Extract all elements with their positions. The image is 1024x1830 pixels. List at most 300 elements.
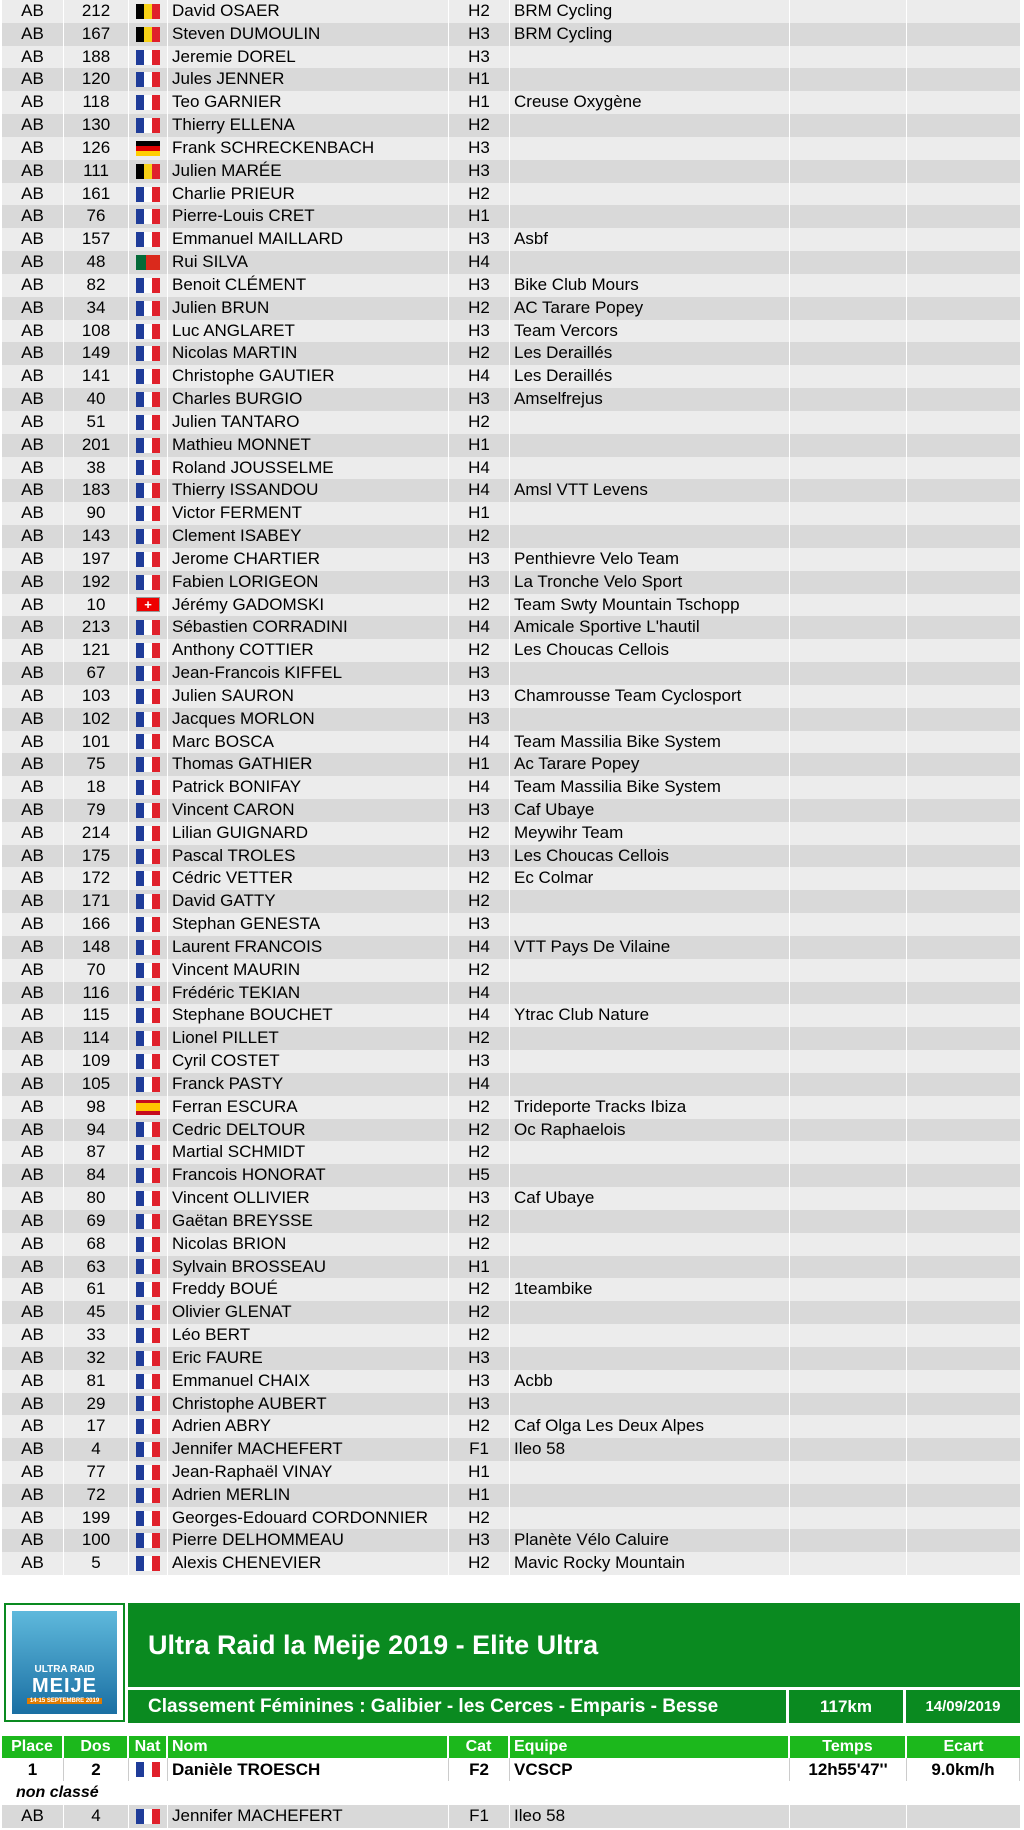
cell-nat <box>129 251 168 274</box>
flag-fr-icon <box>136 871 160 886</box>
table-row <box>2 867 1020 890</box>
col-name: Nom <box>168 1736 449 1758</box>
cell-place: AB <box>2 662 64 685</box>
cell-ecart <box>907 228 1020 251</box>
table-row <box>2 731 1020 754</box>
cell-ecart <box>907 1324 1020 1347</box>
cell-ecart <box>907 548 1020 571</box>
cell-nat <box>129 1119 168 1142</box>
table-row <box>2 1141 1020 1164</box>
flag-fr-icon <box>136 917 160 932</box>
cell-cat: H2 <box>449 114 510 137</box>
winner-dos: 2 <box>64 1758 129 1781</box>
cell-temps <box>790 274 907 297</box>
cell-cat: H2 <box>449 1119 510 1142</box>
table-row <box>2 251 1020 274</box>
cell-cat: H4 <box>449 1004 510 1027</box>
cell-name: Lilian GUIGNARD <box>168 822 449 845</box>
cell-nat <box>129 1393 168 1416</box>
cell-temps <box>790 1805 907 1828</box>
cell-cat: F1 <box>449 1805 510 1828</box>
cell-name: Freddy BOUÉ <box>168 1278 449 1301</box>
cell-cat: H1 <box>449 91 510 114</box>
cell-team: Caf Olga Les Deux Alpes <box>510 1415 790 1438</box>
flag-fr-icon <box>136 1533 160 1548</box>
cell-place: AB <box>2 1141 64 1164</box>
cell-cat: H3 <box>449 160 510 183</box>
cell-ecart <box>907 685 1020 708</box>
cell-place: AB <box>2 913 64 936</box>
table-row <box>2 0 1020 23</box>
cell-team <box>510 183 790 206</box>
cell-nat <box>129 1370 168 1393</box>
race-subheader <box>128 1690 1020 1723</box>
flag-fr-icon <box>136 803 160 818</box>
cell-ecart <box>907 411 1020 434</box>
cell-dos: 212 <box>64 0 129 23</box>
cell-ecart <box>907 1438 1020 1461</box>
cell-temps <box>790 594 907 617</box>
flag-fr-icon <box>136 1305 160 1320</box>
cell-ecart <box>907 46 1020 69</box>
cell-ecart <box>907 1415 1020 1438</box>
cell-team: Les Deraillés <box>510 365 790 388</box>
cell-ecart <box>907 708 1020 731</box>
cell-temps <box>790 68 907 91</box>
cell-nat <box>129 228 168 251</box>
cell-team <box>510 1393 790 1416</box>
table-row <box>2 959 1020 982</box>
cell-temps <box>790 1050 907 1073</box>
cell-dos: 67 <box>64 662 129 685</box>
cell-dos: 84 <box>64 1164 129 1187</box>
table-row <box>2 982 1020 1005</box>
flag-fr-icon <box>136 506 160 521</box>
cell-team <box>510 1027 790 1050</box>
cell-place: AB <box>2 1301 64 1324</box>
column-header-row <box>2 1736 1020 1758</box>
cell-dos: 118 <box>64 91 129 114</box>
cell-temps <box>790 548 907 571</box>
cell-ecart <box>907 1187 1020 1210</box>
cell-ecart <box>907 594 1020 617</box>
flag-fr-icon <box>136 1214 160 1229</box>
cell-temps <box>790 342 907 365</box>
table-row <box>2 23 1020 46</box>
cell-ecart <box>907 502 1020 525</box>
cell-name: Laurent FRANCOIS <box>168 936 449 959</box>
cell-cat: H2 <box>449 1278 510 1301</box>
cell-temps <box>790 183 907 206</box>
flag-fr-icon <box>136 415 160 430</box>
cell-dos: 10 <box>64 594 129 617</box>
flag-fr-icon <box>136 712 160 727</box>
cell-name: Jerome CHARTIER <box>168 548 449 571</box>
cell-team: Team Vercors <box>510 320 790 343</box>
cell-dos: 166 <box>64 913 129 936</box>
cell-nat <box>129 388 168 411</box>
cell-cat: F1 <box>449 1438 510 1461</box>
cell-dos: 38 <box>64 457 129 480</box>
flag-fr-icon <box>136 849 160 864</box>
table-row <box>2 753 1020 776</box>
cell-nat <box>129 1187 168 1210</box>
table-row <box>2 1324 1020 1347</box>
cell-temps <box>790 365 907 388</box>
cell-ecart <box>907 479 1020 502</box>
cell-place: AB <box>2 1256 64 1279</box>
table-row <box>2 1233 1020 1256</box>
cell-nat <box>129 708 168 731</box>
cell-cat: H4 <box>449 776 510 799</box>
cell-temps <box>790 1164 907 1187</box>
cell-cat: H4 <box>449 365 510 388</box>
cell-name: Thierry ISSANDOU <box>168 479 449 502</box>
cell-place: AB <box>2 1529 64 1552</box>
cell-temps <box>790 1256 907 1279</box>
cell-dos: 108 <box>64 320 129 343</box>
cell-ecart <box>907 1805 1020 1828</box>
table-row <box>2 434 1020 457</box>
cell-dos: 98 <box>64 1096 129 1119</box>
cell-team <box>510 1507 790 1530</box>
cell-nat <box>129 639 168 662</box>
cell-dos: 188 <box>64 46 129 69</box>
cell-nat <box>129 1278 168 1301</box>
flag-fr-icon <box>136 734 160 749</box>
cell-place: AB <box>2 594 64 617</box>
cell-ecart <box>907 1370 1020 1393</box>
cell-cat: H1 <box>449 68 510 91</box>
cell-name: Jean-Francois KIFFEL <box>168 662 449 685</box>
cell-place: AB <box>2 845 64 868</box>
flag-fr-icon <box>136 986 160 1001</box>
table-row <box>2 388 1020 411</box>
table-row <box>2 1552 1020 1575</box>
cell-temps <box>790 411 907 434</box>
cell-team: AC Tarare Popey <box>510 297 790 320</box>
cell-temps <box>790 91 907 114</box>
cell-dos: 116 <box>64 982 129 1005</box>
col-temps: Temps <box>790 1736 907 1758</box>
table-row <box>2 502 1020 525</box>
cell-place: AB <box>2 1347 64 1370</box>
cell-team: Ec Colmar <box>510 867 790 890</box>
table-row <box>2 890 1020 913</box>
race-date: 14/09/2019 <box>906 1690 1020 1723</box>
flag-fr-icon <box>136 1008 160 1023</box>
cell-place: AB <box>2 297 64 320</box>
cell-nat <box>129 799 168 822</box>
cell-name: Pierre-Louis CRET <box>168 205 449 228</box>
cell-place: AB <box>2 228 64 251</box>
flag-fr-icon <box>136 483 160 498</box>
col-team: Equipe <box>510 1736 790 1758</box>
cell-cat: H2 <box>449 1210 510 1233</box>
cell-temps <box>790 23 907 46</box>
cell-ecart <box>907 0 1020 23</box>
flag-fr-icon <box>136 50 160 65</box>
cell-place: AB <box>2 1027 64 1050</box>
cell-cat: H2 <box>449 1507 510 1530</box>
flag-fr-icon <box>136 826 160 841</box>
cell-dos: 79 <box>64 799 129 822</box>
cell-team <box>510 137 790 160</box>
flag-fr-icon <box>136 1282 160 1297</box>
cell-place: AB <box>2 1415 64 1438</box>
table-row <box>2 1370 1020 1393</box>
cell-ecart <box>907 137 1020 160</box>
cell-temps <box>790 959 907 982</box>
cell-ecart <box>907 183 1020 206</box>
cell-nat <box>129 479 168 502</box>
cell-dos: 105 <box>64 1073 129 1096</box>
cell-name: Benoit CLÉMENT <box>168 274 449 297</box>
cell-nat <box>129 1027 168 1050</box>
cell-cat: H3 <box>449 708 510 731</box>
cell-dos: 87 <box>64 1141 129 1164</box>
table-row <box>2 822 1020 845</box>
cell-team <box>510 205 790 228</box>
table-row <box>2 1529 1020 1552</box>
cell-place: AB <box>2 731 64 754</box>
cell-place: AB <box>2 46 64 69</box>
cell-cat: H1 <box>449 205 510 228</box>
cell-ecart <box>907 1004 1020 1027</box>
flag-fr-icon <box>136 1488 160 1503</box>
cell-temps <box>790 525 907 548</box>
cell-team <box>510 982 790 1005</box>
cell-name: Christophe AUBERT <box>168 1393 449 1416</box>
cell-team <box>510 1324 790 1347</box>
cell-dos: 51 <box>64 411 129 434</box>
table-row <box>2 365 1020 388</box>
flag-fr-icon <box>136 369 160 384</box>
cell-name: Frédéric TEKIAN <box>168 982 449 1005</box>
cell-nat <box>129 1004 168 1027</box>
cell-dos: 213 <box>64 616 129 639</box>
cell-name: Teo GARNIER <box>168 91 449 114</box>
cell-ecart <box>907 251 1020 274</box>
cell-place: AB <box>2 936 64 959</box>
col-place: Place <box>2 1736 64 1758</box>
cell-dos: 17 <box>64 1415 129 1438</box>
cell-dos: 32 <box>64 1347 129 1370</box>
cell-place: AB <box>2 1119 64 1142</box>
cell-cat: H2 <box>449 525 510 548</box>
cell-temps <box>790 890 907 913</box>
cell-nat <box>129 297 168 320</box>
flag-fr-icon <box>136 72 160 87</box>
cell-cat: H3 <box>449 1187 510 1210</box>
table-row <box>2 639 1020 662</box>
flag-ch-icon: + <box>136 597 160 612</box>
cell-name: Patrick BONIFAY <box>168 776 449 799</box>
cell-cat: H3 <box>449 320 510 343</box>
cell-ecart <box>907 388 1020 411</box>
cell-team <box>510 1256 790 1279</box>
table-row <box>2 662 1020 685</box>
cell-place: AB <box>2 1050 64 1073</box>
cell-dos: 199 <box>64 1507 129 1530</box>
cell-ecart <box>907 1484 1020 1507</box>
cell-dos: 77 <box>64 1461 129 1484</box>
cell-name: Julien SAURON <box>168 685 449 708</box>
cell-place: AB <box>2 205 64 228</box>
cell-dos: 101 <box>64 731 129 754</box>
cell-name: Christophe GAUTIER <box>168 365 449 388</box>
cell-ecart <box>907 160 1020 183</box>
cell-nat <box>129 594 168 617</box>
cell-ecart <box>907 982 1020 1005</box>
cell-team <box>510 68 790 91</box>
winner-cat: F2 <box>449 1758 510 1781</box>
cell-cat: H2 <box>449 1027 510 1050</box>
cell-name: Thomas GATHIER <box>168 753 449 776</box>
cell-name: David OSAER <box>168 0 449 23</box>
cell-cat: H2 <box>449 594 510 617</box>
flag-fr-icon <box>136 1145 160 1160</box>
cell-nat <box>129 1461 168 1484</box>
flag-fr-icon <box>136 780 160 795</box>
table-row <box>2 1164 1020 1187</box>
cell-nat <box>129 753 168 776</box>
cell-ecart <box>907 799 1020 822</box>
cell-name: Adrien MERLIN <box>168 1484 449 1507</box>
flag-fr-icon <box>136 1237 160 1252</box>
race-distance: 117km <box>789 1690 903 1723</box>
cell-temps <box>790 1484 907 1507</box>
cell-temps <box>790 1187 907 1210</box>
cell-dos: 214 <box>64 822 129 845</box>
cell-name: Cédric VETTER <box>168 867 449 890</box>
cell-team: BRM Cycling <box>510 0 790 23</box>
cell-name: Mathieu MONNET <box>168 434 449 457</box>
cell-place: AB <box>2 388 64 411</box>
cell-place: AB <box>2 411 64 434</box>
cell-place: AB <box>2 1552 64 1575</box>
cell-place: AB <box>2 1507 64 1530</box>
cell-name: Lionel PILLET <box>168 1027 449 1050</box>
cell-nat <box>129 68 168 91</box>
cell-name: Vincent CARON <box>168 799 449 822</box>
cell-temps <box>790 822 907 845</box>
cell-ecart <box>907 1301 1020 1324</box>
cell-name: Jules JENNER <box>168 68 449 91</box>
cell-dos: 100 <box>64 1529 129 1552</box>
cell-name: Anthony COTTIER <box>168 639 449 662</box>
cell-cat: H4 <box>449 1073 510 1096</box>
cell-temps <box>790 388 907 411</box>
cell-temps <box>790 502 907 525</box>
cell-temps <box>790 320 907 343</box>
cell-team: Amselfrejus <box>510 388 790 411</box>
cell-cat: H2 <box>449 1301 510 1324</box>
table-row <box>2 457 1020 480</box>
cell-team: Les Choucas Cellois <box>510 845 790 868</box>
cell-name: Jeremie DOREL <box>168 46 449 69</box>
cell-ecart <box>907 959 1020 982</box>
cell-ecart <box>907 365 1020 388</box>
logo-line3: 14-15 SEPTEMBRE 2019 <box>27 1698 102 1704</box>
cell-dos: 4 <box>64 1438 129 1461</box>
cell-place: AB <box>2 1370 64 1393</box>
cell-cat: H1 <box>449 502 510 525</box>
cell-ecart <box>907 457 1020 480</box>
table-row <box>2 1393 1020 1416</box>
cell-cat: H3 <box>449 913 510 936</box>
cell-temps <box>790 297 907 320</box>
cell-team: La Tronche Velo Sport <box>510 571 790 594</box>
cell-nat <box>129 1324 168 1347</box>
flag-fr-icon <box>136 666 160 681</box>
flag-fr-icon <box>136 689 160 704</box>
cell-ecart <box>907 1393 1020 1416</box>
table-row <box>2 1187 1020 1210</box>
cell-team: Ac Tarare Popey <box>510 753 790 776</box>
cell-team: BRM Cycling <box>510 23 790 46</box>
cell-cat: H4 <box>449 251 510 274</box>
cell-temps <box>790 228 907 251</box>
cell-temps <box>790 1438 907 1461</box>
cell-dos: 141 <box>64 365 129 388</box>
table-row <box>2 114 1020 137</box>
cell-cat: H4 <box>449 936 510 959</box>
cell-nat <box>129 114 168 137</box>
flag-fr-icon <box>136 232 160 247</box>
table-row <box>2 1347 1020 1370</box>
cell-temps <box>790 1301 907 1324</box>
cell-ecart <box>907 1552 1020 1575</box>
cell-place: AB <box>2 890 64 913</box>
cell-ecart <box>907 342 1020 365</box>
cell-nat <box>129 160 168 183</box>
cell-temps <box>790 434 907 457</box>
table-row <box>2 525 1020 548</box>
cell-dos: 68 <box>64 1233 129 1256</box>
cell-place: AB <box>2 685 64 708</box>
cell-dos: 175 <box>64 845 129 868</box>
cell-team <box>510 708 790 731</box>
cell-name: Eric FAURE <box>168 1347 449 1370</box>
cell-team: Les Choucas Cellois <box>510 639 790 662</box>
cell-name: Roland JOUSSELME <box>168 457 449 480</box>
cell-team <box>510 411 790 434</box>
cell-dos: 103 <box>64 685 129 708</box>
cell-name: Ferran ESCURA <box>168 1096 449 1119</box>
cell-name: Julien MARÉE <box>168 160 449 183</box>
cell-place: AB <box>2 822 64 845</box>
cell-name: Léo BERT <box>168 1324 449 1347</box>
cell-place: AB <box>2 479 64 502</box>
flag-fr-icon <box>136 643 160 658</box>
flag-fr-icon <box>136 1351 160 1366</box>
cell-team <box>510 160 790 183</box>
cell-team: Creuse Oxygène <box>510 91 790 114</box>
cell-team <box>510 662 790 685</box>
cell-name: Nicolas MARTIN <box>168 342 449 365</box>
cell-nat <box>129 616 168 639</box>
cell-name: Olivier GLENAT <box>168 1301 449 1324</box>
cell-ecart <box>907 731 1020 754</box>
table-row <box>2 274 1020 297</box>
cell-team <box>510 1164 790 1187</box>
cell-name: Emmanuel MAILLARD <box>168 228 449 251</box>
cell-ecart <box>907 867 1020 890</box>
cell-place: AB <box>2 320 64 343</box>
cell-temps <box>790 1552 907 1575</box>
cell-name: Thierry ELLENA <box>168 114 449 137</box>
